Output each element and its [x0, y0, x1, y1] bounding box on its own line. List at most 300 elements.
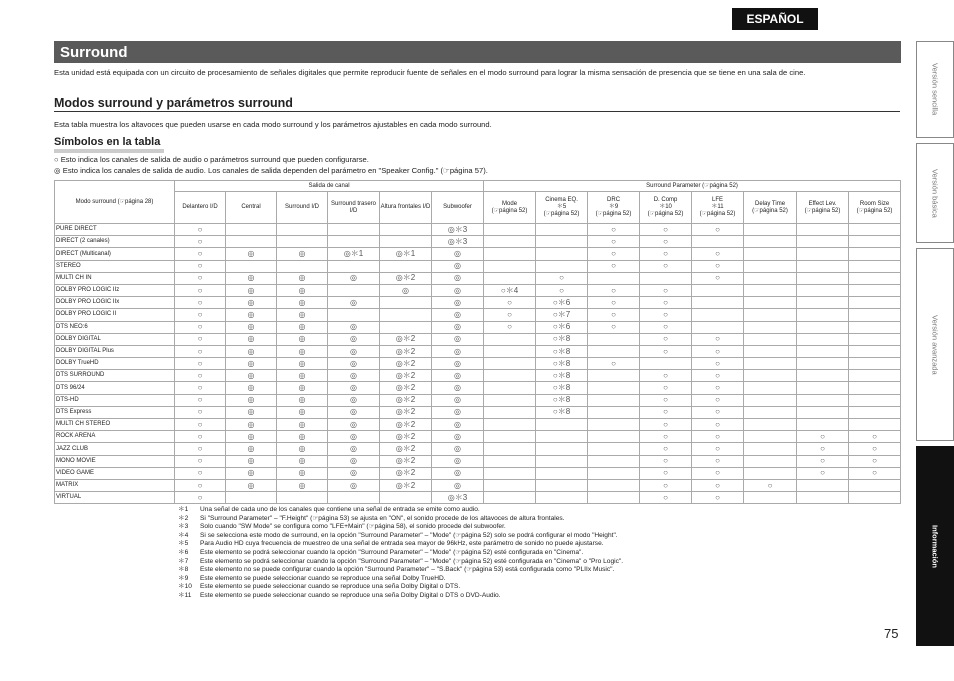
- table-cell: [588, 431, 640, 443]
- table-cell: [744, 370, 797, 382]
- param-header: [797, 192, 849, 224]
- table-cell: [226, 382, 277, 394]
- tab-version-sencilla[interactable]: Versión sencilla: [916, 41, 954, 138]
- table-cell: [484, 394, 536, 406]
- table-cell: [226, 309, 277, 321]
- table-cell-value: ○: [507, 297, 512, 307]
- table-cell-value: ○: [197, 431, 203, 441]
- table-cell-value: ○: [663, 395, 668, 405]
- table-cell: [797, 345, 849, 357]
- table-cell-value: ○: [197, 261, 203, 271]
- param-header-name: Cinema EQ.: [545, 197, 578, 204]
- table-cell-value: ○: [197, 407, 203, 417]
- table-cell: [432, 260, 484, 272]
- table-cell: [536, 455, 588, 467]
- table-cell-value: ◎＊1: [395, 249, 416, 259]
- table-cell: [484, 248, 536, 260]
- tab-version-avanzada[interactable]: Versión avanzada: [916, 248, 954, 441]
- table-cell: [588, 467, 640, 479]
- mode-name: MATRIX: [55, 479, 175, 491]
- table-cell: [175, 309, 226, 321]
- mode-name: DOLBY DIGITAL Plus: [55, 345, 175, 357]
- table-cell: [484, 284, 536, 296]
- param-header-note: ＊11: [711, 204, 724, 211]
- table-cell: [744, 443, 797, 455]
- table-cell: [744, 419, 797, 431]
- table-cell: [797, 455, 849, 467]
- table-cell-value: ○: [715, 480, 720, 490]
- param-header-ref: (☞página 52): [752, 207, 788, 214]
- table-cell: [328, 406, 380, 418]
- table-cell: [744, 345, 797, 357]
- param-header-ref: (☞página 52): [804, 207, 841, 214]
- param-header: [484, 192, 536, 224]
- table-cell: [797, 394, 849, 406]
- table-cell: [744, 394, 797, 406]
- table-cell-value: ◎: [247, 249, 255, 259]
- table-cell-value: ◎: [350, 322, 357, 332]
- table-cell: [175, 455, 226, 467]
- tab-informacion[interactable]: Información: [916, 446, 954, 646]
- double-circle-icon: ◎: [54, 166, 61, 175]
- table-cell: [328, 431, 380, 443]
- table-cell-value: ○: [197, 468, 203, 478]
- table-cell: [432, 284, 484, 296]
- footnote-text: Este elemento se puede seleccionar cuando se reproduce una seña Dolby Digital o DTS o DVD-Audio.: [200, 591, 501, 599]
- table-row: [55, 382, 901, 394]
- table-cell: [432, 236, 484, 248]
- footnote-label: ＊4: [178, 531, 189, 539]
- table-cell: [175, 333, 226, 345]
- footnote: [178, 592, 898, 601]
- table-cell-value: ○: [663, 322, 668, 332]
- table-cell-value: ○＊4: [500, 285, 519, 295]
- table-cell: [175, 406, 226, 418]
- mode-name: DOLBY PRO LOGIC IIx: [55, 297, 175, 309]
- table-cell-value: ○: [559, 285, 564, 295]
- table-cell: [226, 260, 277, 272]
- table-cell-value: ◎＊3: [447, 492, 468, 502]
- table-cell-value: ○: [197, 383, 203, 393]
- channel-header: Surround I/D: [277, 192, 328, 224]
- table-cell-value: ◎: [454, 480, 461, 490]
- table-cell: [328, 236, 380, 248]
- footnote: [178, 515, 898, 524]
- table-cell-value: ◎: [350, 480, 357, 490]
- table-cell: [277, 297, 328, 309]
- table-cell-value: ○＊8: [552, 334, 571, 344]
- table-cell-value: ◎＊2: [395, 444, 416, 454]
- table-cell: [226, 406, 277, 418]
- table-cell-value: ○: [820, 468, 825, 478]
- table-cell: [744, 455, 797, 467]
- symbol-legend-item: [54, 155, 900, 165]
- table-cell: [380, 224, 432, 236]
- table-cell-value: ○: [197, 444, 203, 454]
- table-cell: [484, 236, 536, 248]
- table-cell: [175, 467, 226, 479]
- table-row: [55, 479, 901, 491]
- table-cell: [536, 248, 588, 260]
- table-cell: [849, 467, 901, 479]
- table-cell-value: ○＊8: [552, 346, 571, 356]
- table-cell: [380, 406, 432, 418]
- table-cell-value: ○: [663, 297, 668, 307]
- table-cell-value: ◎: [298, 383, 306, 393]
- channel-header: Altura frontales I/D: [380, 192, 432, 224]
- footnote-label: ＊6: [178, 548, 189, 556]
- table-cell: [484, 492, 536, 504]
- table-cell-value: ◎: [247, 419, 255, 429]
- table-cell-value: ◎: [247, 285, 255, 295]
- table-cell: [640, 260, 692, 272]
- table-cell-value: ◎: [247, 309, 255, 319]
- table-cell-value: ◎: [454, 383, 461, 393]
- table-cell-value: ○: [663, 468, 668, 478]
- table-row: [55, 431, 901, 443]
- table-cell-value: ○: [872, 431, 877, 441]
- table-cell-value: ○: [663, 370, 668, 380]
- table-cell: [588, 443, 640, 455]
- table-cell-value: ○: [197, 224, 203, 234]
- table-cell-value: ○: [872, 456, 877, 466]
- table-cell: [588, 382, 640, 394]
- table-cell: [226, 370, 277, 382]
- table-cell: [380, 443, 432, 455]
- table-cell: [536, 467, 588, 479]
- table-cell: [692, 406, 744, 418]
- table-cell: [692, 333, 744, 345]
- table-cell: [692, 260, 744, 272]
- table-cell: [484, 479, 536, 491]
- table-cell: [484, 406, 536, 418]
- channel-header: Central: [226, 192, 277, 224]
- table-cell: [328, 309, 380, 321]
- table-cell-value: ○: [197, 456, 203, 466]
- table-cell-value: ◎＊2: [395, 419, 416, 429]
- table-cell-value: ◎: [350, 468, 357, 478]
- table-cell: [536, 297, 588, 309]
- table-cell-value: ○: [872, 468, 877, 478]
- table-cell-value: ◎: [298, 249, 306, 259]
- table-cell: [744, 248, 797, 260]
- param-header-name: Mode: [502, 200, 518, 207]
- param-header: [849, 192, 901, 224]
- footnote: [178, 583, 898, 592]
- table-cell: [588, 358, 640, 370]
- table-cell: [692, 492, 744, 504]
- table-cell-value: ○: [715, 468, 720, 478]
- table-cell: [588, 370, 640, 382]
- param-header-ref: (☞página 52): [543, 210, 580, 217]
- table-cell-value: ◎: [298, 419, 306, 429]
- param-header-ref: (☞página 52): [699, 210, 736, 217]
- param-header: [536, 192, 588, 224]
- table-cell-value: ◎: [454, 261, 461, 271]
- table-cell: [380, 260, 432, 272]
- table-cell: [849, 260, 901, 272]
- table-cell: [536, 358, 588, 370]
- param-header-note: ＊9: [608, 204, 619, 211]
- table-cell-value: ◎＊2: [395, 358, 416, 368]
- table-cell: [175, 492, 226, 504]
- param-header-note: ＊5: [556, 204, 567, 211]
- table-cell: [797, 309, 849, 321]
- table-cell: [432, 467, 484, 479]
- table-cell: [432, 406, 484, 418]
- language-label: ESPAÑOL: [732, 8, 818, 30]
- mode-name: DTS NEO:6: [55, 321, 175, 333]
- table-cell: [277, 406, 328, 418]
- table-cell-value: ○: [663, 492, 668, 502]
- table-cell: [277, 394, 328, 406]
- table-cell-value: ○: [611, 297, 616, 307]
- table-cell: [588, 406, 640, 418]
- mode-name: DOLBY PRO LOGIC IIz: [55, 284, 175, 296]
- table-cell-value: ◎: [247, 358, 255, 368]
- table-cell: [744, 309, 797, 321]
- footnotes: [178, 506, 898, 601]
- table-cell-value: ○: [663, 383, 668, 393]
- table-cell-value: ◎: [402, 285, 409, 295]
- table-cell-value: ○: [715, 261, 720, 271]
- table-cell: [692, 321, 744, 333]
- table-cell-value: ○: [197, 346, 203, 356]
- table-cell: [380, 455, 432, 467]
- page-number: 75: [884, 626, 899, 641]
- section-title: Surround: [54, 41, 901, 63]
- table-cell: [849, 248, 901, 260]
- table-cell: [588, 333, 640, 345]
- table-cell-value: ◎＊2: [395, 370, 416, 380]
- table-cell-value: ○: [715, 407, 720, 417]
- footnote: [178, 566, 898, 575]
- table-cell-value: ◎: [247, 334, 255, 344]
- table-row: [55, 284, 901, 296]
- table-cell: [328, 297, 380, 309]
- param-header-name: Room Size: [859, 200, 890, 207]
- table-cell: [175, 419, 226, 431]
- table-cell: [797, 236, 849, 248]
- table-cell: [380, 431, 432, 443]
- table-row: [55, 492, 901, 504]
- table-cell: [175, 224, 226, 236]
- footnote-label: ＊9: [178, 574, 189, 582]
- table-cell-value: ○: [663, 419, 668, 429]
- table-cell: [849, 431, 901, 443]
- table-cell: [536, 394, 588, 406]
- table-cell-value: ◎＊1: [343, 249, 364, 259]
- table-cell: [536, 431, 588, 443]
- table-cell: [640, 455, 692, 467]
- table-cell: [588, 284, 640, 296]
- table-cell: [175, 272, 226, 284]
- footnote: [178, 558, 898, 567]
- table-cell: [797, 467, 849, 479]
- table-cell-value: ◎: [454, 334, 461, 344]
- table-cell: [536, 406, 588, 418]
- table-cell: [432, 370, 484, 382]
- table-cell: [328, 284, 380, 296]
- table-cell-value: ◎＊2: [395, 480, 416, 490]
- mode-header: Modo surround (☞página 28): [55, 181, 175, 224]
- table-cell: [692, 479, 744, 491]
- footnote-text: Este elemento se puede seleccionar cuando se reproduce una señal Dolby TrueHD.: [200, 574, 446, 582]
- mode-name: DOLBY DIGITAL: [55, 333, 175, 345]
- table-cell: [797, 284, 849, 296]
- table-cell: [328, 419, 380, 431]
- table-cell: [175, 345, 226, 357]
- table-cell-value: ○: [611, 224, 616, 234]
- table-cell: [226, 321, 277, 333]
- table-cell: [588, 236, 640, 248]
- table-cell: [328, 358, 380, 370]
- table-cell: [797, 272, 849, 284]
- table-cell: [692, 345, 744, 357]
- table-cell-value: ○: [663, 456, 668, 466]
- table-cell: [277, 236, 328, 248]
- table-cell: [849, 284, 901, 296]
- table-cell-value: ○: [197, 334, 203, 344]
- table-cell: [175, 443, 226, 455]
- table-cell-value: ◎: [298, 480, 306, 490]
- table-cell: [484, 419, 536, 431]
- table-cell: [640, 224, 692, 236]
- table-cell: [640, 431, 692, 443]
- table-cell: [588, 321, 640, 333]
- table-cell: [849, 370, 901, 382]
- footnote-label: ＊8: [178, 566, 189, 574]
- table-cell-value: ◎＊3: [447, 224, 468, 234]
- footnote-text: Este elemento se podrá seleccionar cuando la opción "Surround Parameter" – "Mode" (☞página 52) esté configurada en "Cinema" o "Pro Logic".: [200, 557, 624, 565]
- table-cell: [797, 297, 849, 309]
- table-cell: [797, 382, 849, 394]
- table-cell: [588, 260, 640, 272]
- table-cell: [277, 309, 328, 321]
- table-cell-value: ◎: [298, 444, 306, 454]
- table-cell: [380, 345, 432, 357]
- table-cell: [849, 394, 901, 406]
- table-cell-value: ◎: [454, 456, 461, 466]
- table-cell: [849, 406, 901, 418]
- table-cell-value: ○: [197, 480, 203, 490]
- circle-icon: ○: [54, 155, 59, 164]
- table-cell-value: ○: [715, 431, 720, 441]
- tab-version-basica[interactable]: Versión básica: [916, 143, 954, 243]
- table-cell: [432, 345, 484, 357]
- table-cell: [588, 345, 640, 357]
- table-cell: [536, 272, 588, 284]
- table-cell: [692, 358, 744, 370]
- table-cell-value: ◎: [454, 297, 461, 307]
- table-cell: [640, 248, 692, 260]
- table-cell: [640, 370, 692, 382]
- table-cell: [175, 260, 226, 272]
- table-cell: [849, 309, 901, 321]
- footnote-text: Este elemento se puede seleccionar cuando se reproduce una seña Dolby Digital o DTS.: [200, 583, 461, 591]
- table-cell: [692, 309, 744, 321]
- table-cell-value: ◎: [350, 370, 357, 380]
- table-cell: [692, 467, 744, 479]
- table-cell: [640, 358, 692, 370]
- table-cell: [640, 333, 692, 345]
- mode-name: DTS Express: [55, 406, 175, 418]
- table-cell: [328, 260, 380, 272]
- table-cell: [692, 419, 744, 431]
- param-header: [640, 192, 692, 224]
- table-cell-value: ○: [559, 273, 564, 283]
- symbols-title: Símbolos en la tabla: [54, 136, 164, 153]
- table-cell: [484, 345, 536, 357]
- table-cell: [328, 455, 380, 467]
- table-cell-value: ◎: [247, 431, 255, 441]
- table-cell: [692, 248, 744, 260]
- table-cell: [640, 345, 692, 357]
- table-cell: [536, 479, 588, 491]
- table-cell: [536, 321, 588, 333]
- table-row: [55, 248, 901, 260]
- table-cell: [484, 443, 536, 455]
- param-header-name: Effect Lev.: [808, 200, 837, 207]
- table-cell: [797, 358, 849, 370]
- footnote-label: ＊11: [178, 591, 192, 599]
- mode-name: MONO MOVIE: [55, 455, 175, 467]
- table-cell: [692, 394, 744, 406]
- mode-name: MULTI CH STEREO: [55, 419, 175, 431]
- table-cell: [277, 272, 328, 284]
- table-cell: [849, 333, 901, 345]
- table-cell: [277, 492, 328, 504]
- table-cell-value: ○: [197, 419, 203, 429]
- table-cell: [432, 394, 484, 406]
- table-cell: [588, 272, 640, 284]
- mode-name: DOLBY PRO LOGIC II: [55, 309, 175, 321]
- table-cell: [432, 297, 484, 309]
- table-cell: [380, 419, 432, 431]
- table-cell-value: ○: [663, 480, 668, 490]
- table-cell: [328, 370, 380, 382]
- table-cell-value: ○: [663, 334, 668, 344]
- table-cell-value: ◎＊2: [395, 407, 416, 417]
- table-cell-value: ○: [715, 370, 720, 380]
- table-row: [55, 406, 901, 418]
- table-cell: [175, 382, 226, 394]
- table-cell: [484, 431, 536, 443]
- table-cell-value: ◎: [454, 249, 461, 259]
- table-cell: [380, 248, 432, 260]
- table-cell-value: ◎: [454, 395, 461, 405]
- table-cell: [849, 236, 901, 248]
- table-cell: [588, 455, 640, 467]
- table-cell: [175, 394, 226, 406]
- mode-name: STEREO: [55, 260, 175, 272]
- param-header: [692, 192, 744, 224]
- table-cell-value: ○: [611, 309, 616, 319]
- table-cell: [432, 248, 484, 260]
- table-cell: [328, 382, 380, 394]
- table-cell: [432, 309, 484, 321]
- table-cell-value: ○: [611, 261, 616, 271]
- table-cell-value: ○: [507, 322, 512, 332]
- table-cell-value: ◎: [298, 297, 306, 307]
- table-cell: [277, 333, 328, 345]
- table-cell: [432, 443, 484, 455]
- table-cell-value: ○: [715, 444, 720, 454]
- table-cell: [484, 260, 536, 272]
- table-cell: [692, 224, 744, 236]
- table-cell: [226, 297, 277, 309]
- table-cell-value: ◎: [247, 346, 255, 356]
